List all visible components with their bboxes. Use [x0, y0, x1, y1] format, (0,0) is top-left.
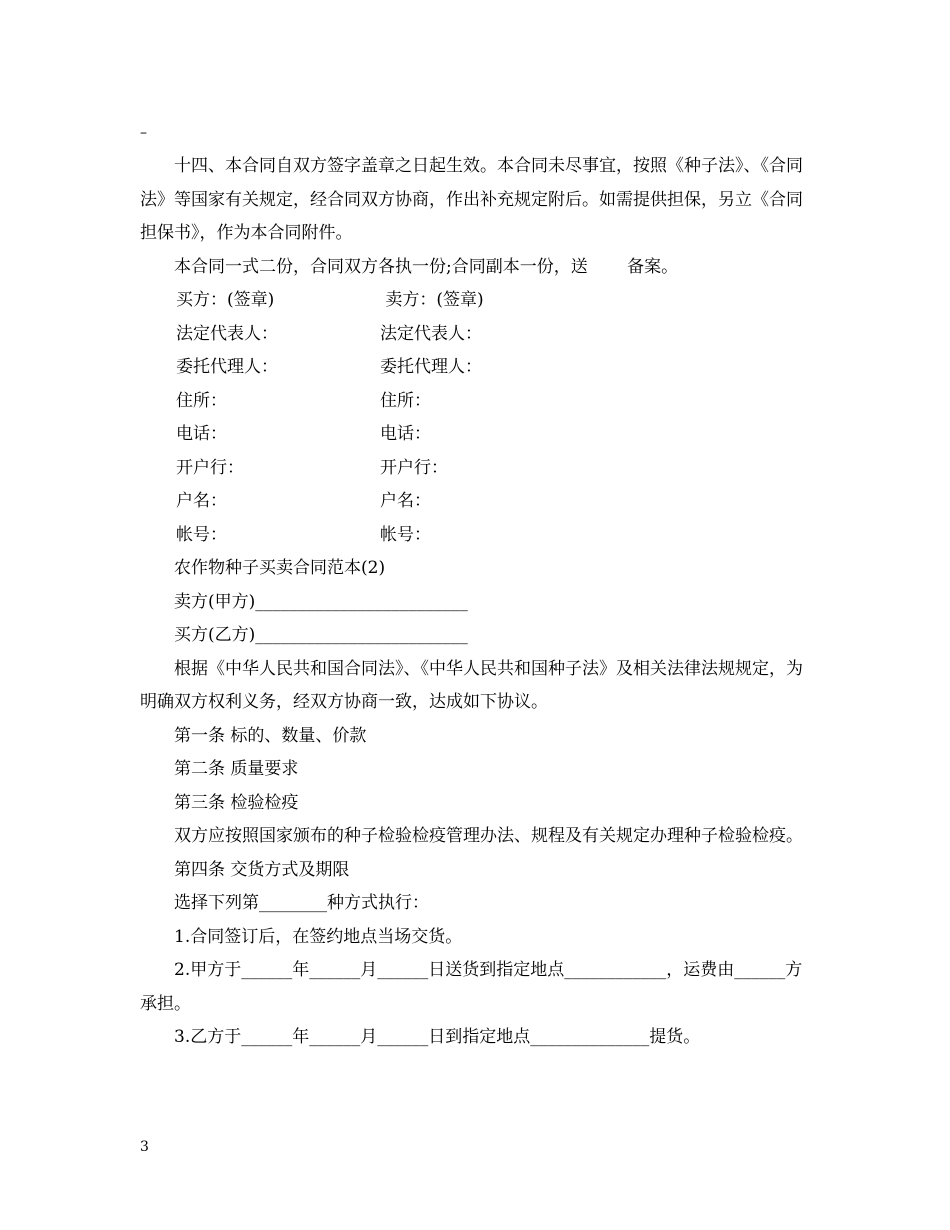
- signature-row: [140, 318, 812, 352]
- signature-row: [140, 385, 812, 419]
- delivery-option-2: 2.甲方于______年______月______日送货到指定地点____________，运费由______方承担。: [140, 960, 803, 1014]
- seller-bank-label: 开户行：: [380, 457, 448, 478]
- signature-row: [140, 485, 812, 519]
- signature-row: [140, 418, 812, 452]
- buyer-bank-label: 开户行：: [176, 457, 244, 478]
- signature-row: [140, 452, 812, 486]
- article-3-heading: 第三条 检验检疫: [174, 792, 299, 813]
- page-number: 3: [140, 1139, 149, 1155]
- contract-title: 农作物种子买卖合同范本(2): [174, 558, 386, 578]
- signature-block: [140, 284, 812, 552]
- seller-phone-label: 电话：: [380, 424, 431, 444]
- buyer-phone-label: 电话：: [176, 424, 227, 444]
- signature-row: [140, 519, 812, 553]
- seller-address-label: 住所：: [380, 390, 431, 411]
- signature-row: [140, 351, 812, 385]
- document-body: [140, 150, 812, 1055]
- paragraph-effective-clause: 十四、本合同自双方签字盖章之日起生效。本合同未尽事宜，按照《种子法》、《合同法》等国家有关规定，经合同双方协商，作出补充规定附后。如需提供担保，另立《合同担保书》，作为本合同附件。: [140, 156, 803, 243]
- delivery-option-3: 3.乙方于______年______月______日到指定地点______________提货。: [174, 1027, 701, 1047]
- paragraph-inspection: 双方应按照国家颁布的种子检验检疫管理办法、规程及有关规定办理种子检验检疫。: [174, 826, 803, 846]
- paragraph-preamble: 根据《中华人民共和国合同法》、《中华人民共和国种子法》及相关法律法规规定，为明确双方权利义务，经双方协商一致，达成如下协议。: [140, 658, 803, 712]
- signature-row: [140, 284, 812, 318]
- header-mark: –: [140, 125, 147, 141]
- article-2-heading: 第二条 质量要求: [174, 759, 299, 779]
- buyer-signature-label: 买方：(签章): [176, 290, 275, 310]
- delivery-option-1: 1.合同签订后，在签约地点当场交货。: [174, 926, 463, 947]
- buyer-party-line: 买方(乙方)_________________________: [174, 625, 468, 645]
- article-1-heading: 第一条 标的、数量、价款: [174, 725, 367, 746]
- paragraph-copies-clause: 本合同一式二份，合同双方各执一份;合同副本一份，送 备案。: [174, 256, 679, 277]
- buyer-address-label: 住所：: [176, 390, 227, 411]
- seller-agent-label: 委托代理人：: [380, 357, 482, 377]
- buyer-legal-representative-label: 法定代表人：: [176, 323, 278, 344]
- seller-account-name-label: 户名：: [380, 491, 431, 511]
- seller-legal-representative-label: 法定代表人：: [380, 323, 482, 344]
- buyer-agent-label: 委托代理人：: [176, 357, 278, 377]
- seller-party-line: 卖方(甲方)_________________________: [174, 591, 468, 612]
- delivery-option-selection: 选择下列第________种方式执行：: [174, 893, 429, 913]
- seller-signature-label: 卖方：(签章): [380, 290, 484, 310]
- buyer-account-number-label: 帐号：: [176, 524, 227, 545]
- article-4-heading: 第四条 交货方式及期限: [174, 859, 350, 880]
- buyer-account-name-label: 户名：: [176, 491, 227, 511]
- seller-account-number-label: 帐号：: [380, 524, 431, 545]
